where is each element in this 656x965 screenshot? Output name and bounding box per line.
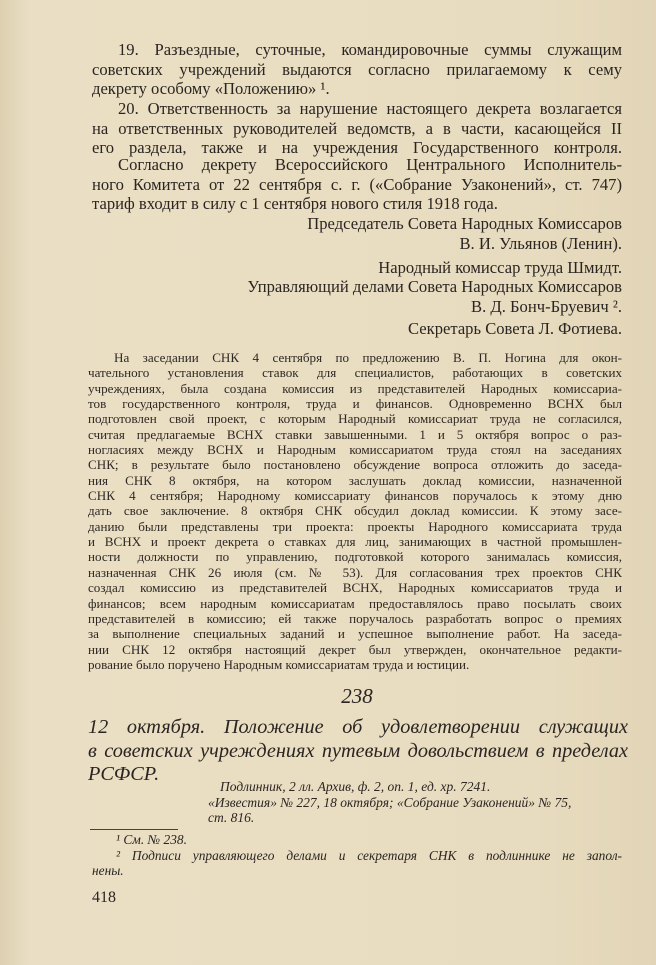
source-line: «Известия» № 227, 18 октября; «Собрание Узаконений» № 75,	[208, 794, 572, 810]
signature-secretary	[62, 319, 622, 339]
note-line: и ВСНХ и проект декрета о ставках для лиц, занимающих в частной промышлен-	[88, 534, 622, 550]
text-line: советских учреждений выдаются согласно прилагаемому к сему	[92, 59, 622, 79]
signature-chairman	[62, 214, 622, 254]
note-line: нии СНК 12 октября настоящий декрет был утвержден, окончательное редакти-	[88, 641, 622, 657]
note-line: тов государственного контроля, труда и финансов. Одновременно ВСНХ был	[88, 396, 622, 412]
title-line: РСФСР.	[88, 763, 160, 785]
note-line: представителей в комиссию; ей также поручалось разработать вопрос о премиях	[88, 610, 622, 626]
text-line: Согласно декрету Всероссийского Центрального Исполнитель-	[118, 155, 622, 174]
signature-line: Народный комиссар труда Шмидт.	[378, 258, 622, 277]
document-title	[88, 716, 628, 787]
text-line: его раздела, также и на учреждения Государственного контроля.	[92, 138, 622, 158]
note-line: считая предлагаемые ВСНХ ставки завышенными. 1 и 5 октября вопрос о раз-	[88, 426, 622, 442]
paragraph-20	[92, 99, 622, 158]
title-line: 12 октября. Положение об удовлетворении служащих	[88, 716, 628, 738]
signature-business-manager	[62, 277, 622, 317]
footnotes	[92, 832, 622, 879]
footnote-divider	[90, 829, 178, 830]
footnote-1: ¹ См. № 238.	[116, 832, 187, 847]
archival-source	[208, 779, 628, 826]
note-line: за выполнение специальных заданий и успешное выполнение работ. На заседа-	[88, 626, 622, 642]
signature-line: В. Д. Бонч-Бруевич ².	[471, 297, 622, 316]
paragraph-19	[92, 40, 622, 99]
document-number: 238	[341, 684, 373, 708]
text-line: ного Комитета от 22 сентября с. г. («Собрание Узаконений», ст. 747)	[92, 174, 622, 194]
source-line: Подлинник, 2 лл. Архив, ф. 2, оп. 1, ед. хр. 7241.	[220, 779, 491, 794]
note-line: подготовлен свой проект, с которым Народный комиссариат труда не согласился,	[88, 411, 622, 427]
editorial-note	[88, 350, 622, 672]
text-line: декрету особому «Положению» ¹.	[92, 79, 330, 99]
source-line: ст. 816.	[208, 810, 255, 825]
note-line: ногласиях между ВСНХ и Народным комиссариатом труда стоял на заседаниях	[88, 442, 622, 458]
note-line: назначенная СНК 26 июля (см. № 53). Для согласования трех проектов СНК	[88, 564, 622, 580]
footnote-2-continued: нены.	[92, 863, 124, 879]
text-line: тариф входит в силу с 1 сентября нового стиля 1918 года.	[92, 194, 498, 214]
title-line: в советских учреждениях путевым довольствием в пределах	[88, 739, 628, 762]
note-line: дать свое заключение. 8 октября СНК обсудил доклад комиссии. К этому засе-	[88, 503, 622, 519]
text-line: 19. Разъездные, суточные, командировочные суммы служащим	[118, 40, 622, 59]
note-line: создал комиссию из представителей ВСНХ, Народных комиссариатов труда и	[88, 580, 622, 596]
note-line: ния СНК 8 октября, на котором заслушать доклад комиссии, назначенной	[88, 472, 622, 488]
note-line: учреждениях, была создана комиссия из представителей Народных комиссариа-	[88, 380, 622, 396]
note-line: На заседании СНК 4 сентября по предложению В. П. Ногина для окон-	[114, 350, 622, 365]
page-number: 418	[92, 889, 116, 906]
signature-line: Управляющий делами Совета Народных Комиссаров	[247, 277, 622, 296]
signature-line: Председатель Совета Народных Комиссаров	[307, 214, 622, 233]
note-line: чательного установления ставок для специалистов, работающих в советских	[88, 365, 622, 381]
footnote-2: ² Подписи управляющего делами и секретаря СНК в подлиннике не запол-	[116, 847, 622, 863]
signature-line: Секретарь Совета Л. Фотиева.	[408, 319, 622, 338]
signature-labour-commissar	[62, 258, 622, 278]
note-line: финансов; всем народным комиссариатам предоставлялось право посылать своих	[88, 595, 622, 611]
note-line: данию были представлены три проекта: проекты Народного комиссариата труда	[88, 518, 622, 534]
text-line: 20. Ответственность за нарушение настоящего декрета возлагается	[118, 99, 622, 118]
note-line: СНК 4 сентября; Народному комиссариату финансов поручалось к этому дню	[88, 488, 622, 504]
note-line: СНК; в результате было постановлено обсуждение вопроса отложить до заседа-	[88, 457, 622, 473]
paragraph-effective-date	[92, 155, 622, 214]
signature-line: В. И. Ульянов (Ленин).	[459, 234, 622, 253]
note-line: рование было поручено Народным комиссариатам труда и юстиции.	[88, 656, 470, 672]
text-line: на ответственных руководителей ведомств, а в части, касающейся II	[92, 118, 622, 138]
note-line: ности должности по управлению, подготовкой которого занималась комиссия,	[88, 549, 622, 565]
